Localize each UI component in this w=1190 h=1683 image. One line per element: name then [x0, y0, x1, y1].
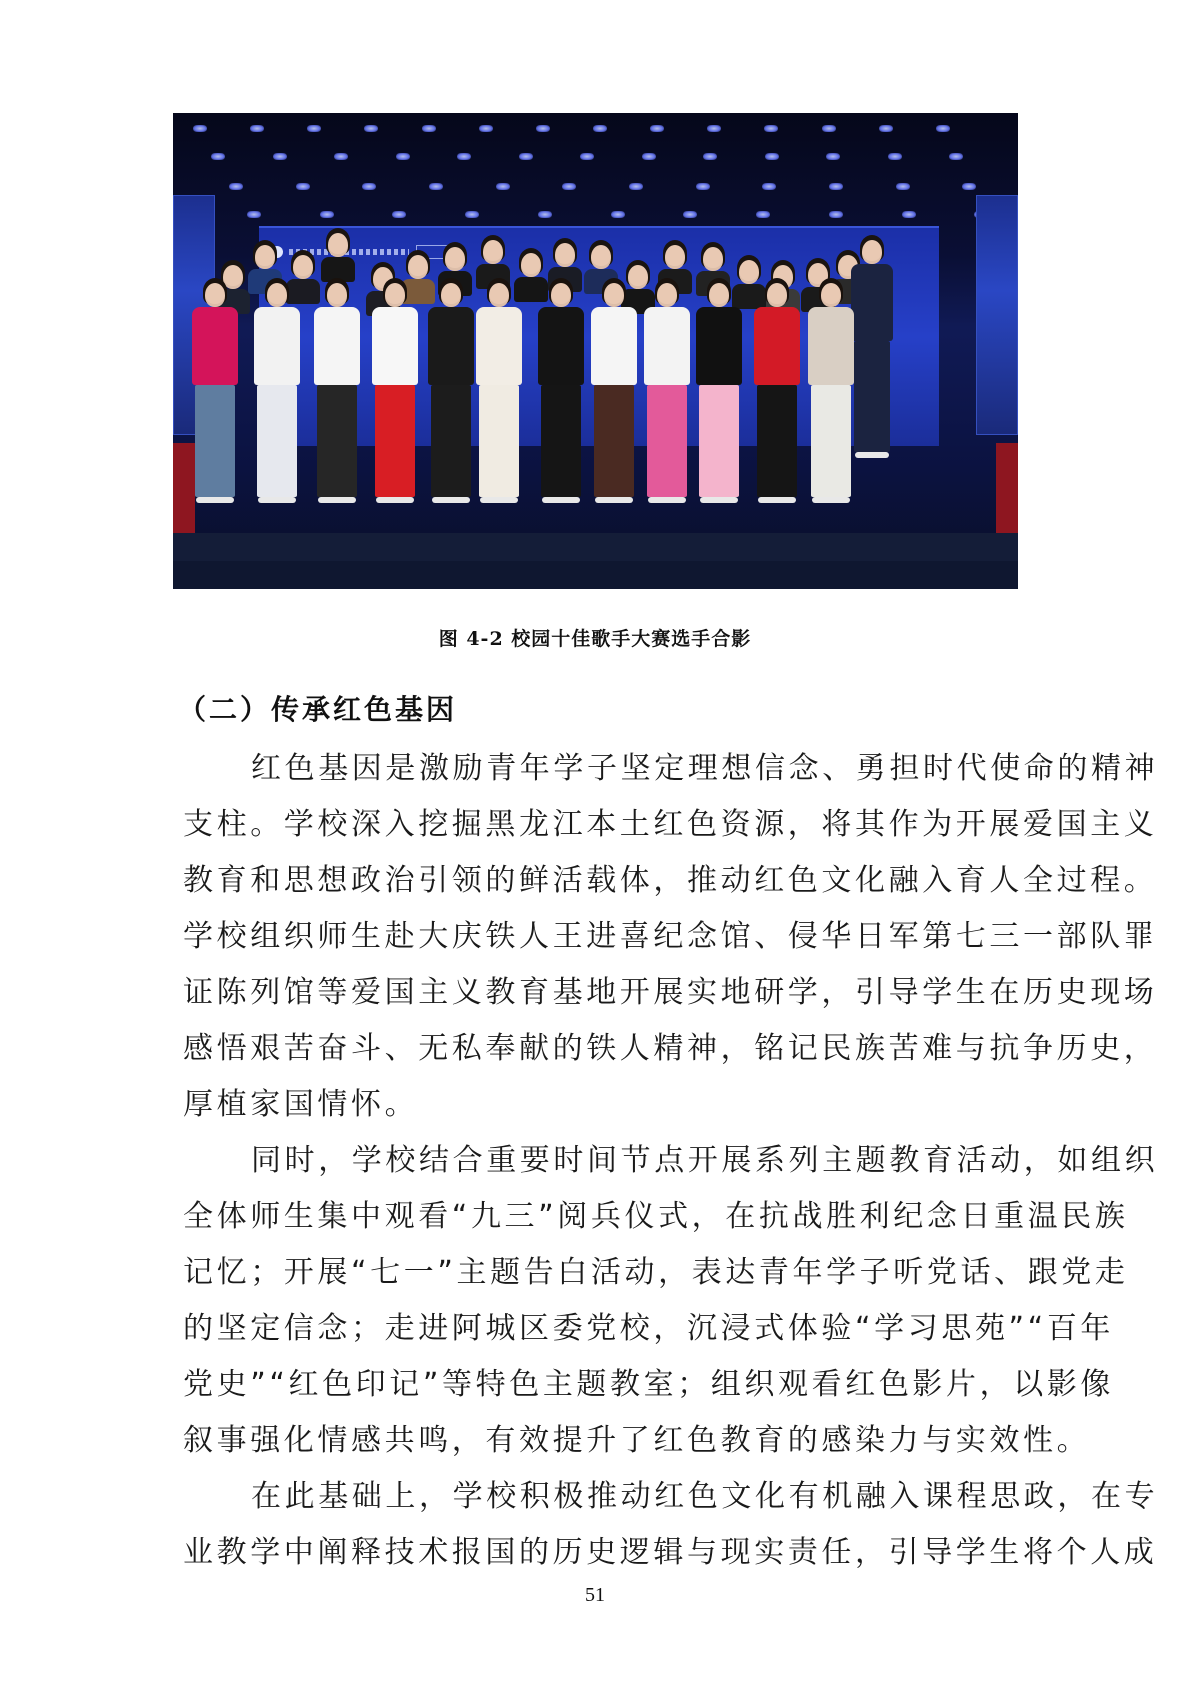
ceiling-light-icon	[250, 125, 264, 132]
ceiling-light-icon	[829, 183, 843, 190]
text-line: 红色基因是激励青年学子坚定理想信念、勇担时代使命的精神	[251, 751, 1159, 786]
text-line: 在此基础上，学校积极推动红色文化有机融入课程思政，在专	[251, 1479, 1159, 1514]
ceiling-light-icon	[320, 211, 334, 218]
person-figure	[311, 281, 363, 503]
person-figure	[641, 281, 693, 503]
ceiling-light-icon	[519, 153, 533, 160]
ceiling-light-icon	[902, 211, 916, 218]
ceiling-light-icon	[229, 183, 243, 190]
ceiling-light-icon	[193, 125, 207, 132]
text-line: 叙事强化情感共鸣，有效提升了红色教育的感染力与实效性。	[183, 1423, 1091, 1458]
person-figure	[751, 281, 803, 503]
ceiling-light-icon	[247, 211, 261, 218]
paragraph-theme-activities	[115, 1133, 1159, 1469]
text-line: 支柱。学校深入挖掘黑龙江本土红色资源，将其作为开展爱国主义	[183, 807, 1158, 842]
ceiling-light-icon	[764, 125, 778, 132]
ceiling-light-icon	[696, 183, 710, 190]
ceiling-light-icon	[307, 125, 321, 132]
text-line: 全体师生集中观看“九三”阅兵仪式，在抗战胜利纪念日重温民族	[183, 1199, 1129, 1234]
ceiling-light-icon	[496, 183, 510, 190]
ceiling-light-icon	[465, 211, 479, 218]
ceiling-light-icon	[593, 125, 607, 132]
ceiling-light-icon	[479, 125, 493, 132]
ceiling-light-icon	[536, 125, 550, 132]
ceiling-light-icon	[538, 211, 552, 218]
ceiling-light-icon	[826, 153, 840, 160]
ceiling-light-icon	[707, 125, 721, 132]
paragraph-curriculum-integration	[115, 1469, 1159, 1581]
text-line: 记忆；开展“七一”主题告白活动，表达青年学子听党话、跟党走	[183, 1255, 1129, 1290]
ceiling-light-icon	[879, 125, 893, 132]
text-line: 学校组织师生赴大庆铁人王进喜纪念馆、侵华日军第七三一部队罪	[183, 919, 1158, 954]
text-line: 同时，学校结合重要时间节点开展系列主题教育活动，如组织	[251, 1143, 1159, 1178]
text-line: 证陈列馆等爱国主义教育基地开展实地研学，引导学生在历史现场	[183, 975, 1158, 1010]
ceiling-light-icon	[683, 211, 697, 218]
ceiling-light-icon	[362, 183, 376, 190]
body-text	[115, 741, 1159, 1581]
ceiling-light-icon	[962, 183, 976, 190]
person-figure	[425, 281, 477, 503]
person-figure	[805, 281, 857, 503]
ceiling-light-icon	[611, 211, 625, 218]
person-figure	[251, 281, 303, 503]
person-figure	[693, 281, 745, 503]
text-line: 党史”“红色印记”等特色主题教室；组织观看红色影片，以影像	[183, 1367, 1115, 1402]
stage-step-lower	[173, 561, 1018, 589]
text-line: 的坚定信念；走进阿城区委党校，沉浸式体验“学习思苑”“百年	[183, 1311, 1115, 1346]
ceiling-light-icon	[334, 153, 348, 160]
person-figure	[189, 281, 241, 503]
person-figure	[473, 281, 525, 503]
paragraph-red-gene-intro	[115, 741, 1159, 1133]
ceiling-light-icon	[936, 125, 950, 132]
person-figure	[588, 281, 640, 503]
ceiling-light-icon	[457, 153, 471, 160]
ceiling-light-icon	[629, 183, 643, 190]
ceiling-light-icon	[896, 183, 910, 190]
ceiling-light-icon	[273, 153, 287, 160]
section-heading: （二）传承红色基因	[178, 693, 458, 726]
ceiling-light-icon	[703, 153, 717, 160]
ceiling-light-icon	[888, 153, 902, 160]
ceiling-light-icon	[642, 153, 656, 160]
stage-step-upper	[173, 533, 1018, 561]
ceiling-light-icon	[829, 211, 843, 218]
text-line: 业教学中阐释技术报国的历史逻辑与现实责任，引导学生将个人成	[183, 1535, 1158, 1570]
group-photo	[173, 113, 1018, 589]
figure-caption: 图 4-2 校园十佳歌手大赛选手合影	[438, 628, 752, 650]
ceiling-light-icon	[650, 125, 664, 132]
stage-side-screen-right	[976, 195, 1018, 435]
ceiling-light-icon	[765, 153, 779, 160]
text-line: 厚植家国情怀。	[183, 1087, 419, 1122]
text-line: 感悟艰苦奋斗、无私奉献的铁人精神，铭记民族苦难与抗争历史，	[183, 1031, 1158, 1066]
person-figure	[535, 281, 587, 503]
ceiling-light-icon	[762, 183, 776, 190]
red-drape-right	[996, 443, 1018, 533]
ceiling-light-icon	[422, 125, 436, 132]
ceiling-light-icon	[296, 183, 310, 190]
text-line: 教育和思想政治引领的鲜活载体，推动红色文化融入育人全过程。	[183, 863, 1158, 898]
ceiling-light-icon	[364, 125, 378, 132]
ceiling-light-icon	[580, 153, 594, 160]
ceiling-light-icon	[822, 125, 836, 132]
ceiling-light-icon	[392, 211, 406, 218]
ceiling-light-icon	[211, 153, 225, 160]
ceiling-light-icon	[562, 183, 576, 190]
ceiling-light-icon	[756, 211, 770, 218]
ceiling-light-icon	[429, 183, 443, 190]
page-number: 51	[585, 1584, 605, 1606]
ceiling-light-icon	[396, 153, 410, 160]
ceiling-light-icon	[949, 153, 963, 160]
person-figure	[369, 281, 421, 503]
